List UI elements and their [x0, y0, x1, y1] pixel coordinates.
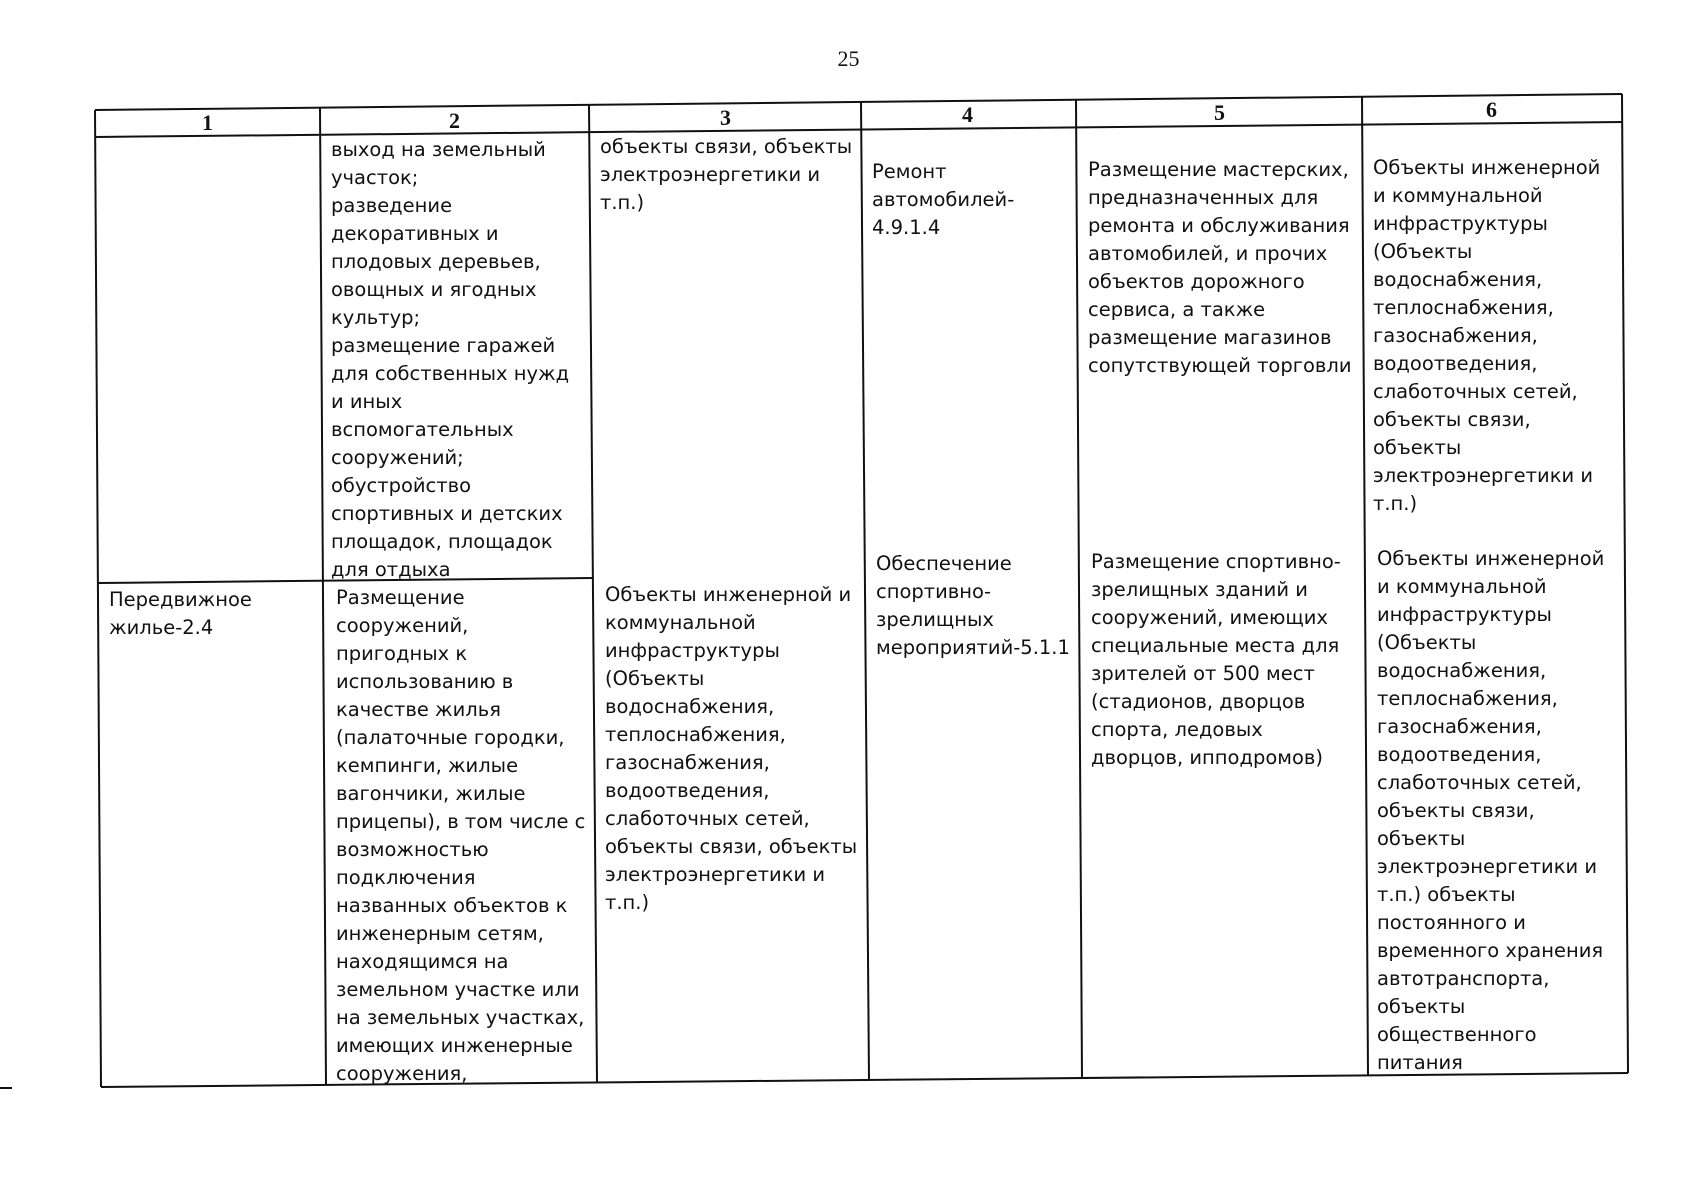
row1-col2-cell: выход на земельный участок; разведение декоративных и плодовых деревьев, овощных и ягодных культур; размещение гаражей для собственных нужд и иных вспомогательных сооружений; обустройство спортивных и детских площадок, площадок для отдыха — [331, 138, 570, 581]
header-col-2: 2 — [449, 108, 460, 133]
header-col-5: 5 — [1214, 100, 1225, 125]
page-number: 25 — [837, 46, 860, 71]
row2-col2-cell: Размещение сооружений, пригодных к использованию в качестве жилья (палаточные городки, кемпинги, жилые вагончики, жилые прицепы), в том числе с возможностью подключения названных объектов к инженерным сетям, находящимся на земельном участке или на земельных участках, имеющих инженерные сооружения, — [336, 586, 586, 1085]
header-col-1: 1 — [202, 110, 213, 135]
row1-col5-cell: Размещение мастерских, предназначенных для ремонта и обслуживания автомобилей, и прочих объектов дорожного сервиса, а также размещение магазинов сопутствующей торговли — [1088, 158, 1352, 377]
row2-col1-cell: Передвижное жилье-2.4 — [109, 588, 252, 639]
header-col-4: 4 — [962, 102, 973, 127]
row1-col4-cell: Ремонт автомобилей- 4.9.1.4 — [872, 160, 1015, 239]
row1-col3-cell: объекты связи, объекты электроэнергетики и т.п.) — [600, 135, 853, 214]
header-col-6: 6 — [1486, 97, 1497, 122]
margin-mark — [0, 1087, 12, 1089]
header-col-3: 3 — [720, 105, 731, 130]
row2-col4-cell: Обеспечение спортивно- зрелищных мероприятий-5.1.1 — [876, 552, 1070, 659]
row2-col5-cell: Размещение спортивно- зрелищных зданий и сооружений, имеющих специальные места для зрителей от 500 мест (стадионов, дворцов спорта, ледовых дворцов, ипподромов) — [1091, 550, 1341, 769]
row2-col6-cell: Объекты инженерной и коммунальной инфраструктуры (Объекты водоснабжения, теплоснабжения, газоснабжения, водоотведения, слаботочных сетей, объекты связи, объекты электроэнергетики и т.п.) объекты постоянного и временного хранения автотранспорта, объекты общественного питания — [1377, 547, 1605, 1074]
row2-col3-cell: Объекты инженерной и коммунальной инфраструктуры (Объекты водоснабжения, теплоснабжения, газоснабжения, водоотведения, слаботочных сетей, объекты связи, объекты электроэнергетики и т.п.) — [605, 583, 858, 914]
row1-col6-cell: Объекты инженерной и коммунальной инфраструктуры (Объекты водоснабжения, теплоснабжения, газоснабжения, водоотведения, слаботочных сетей, объекты связи, объекты электроэнергетики и т.п.) — [1373, 156, 1601, 515]
